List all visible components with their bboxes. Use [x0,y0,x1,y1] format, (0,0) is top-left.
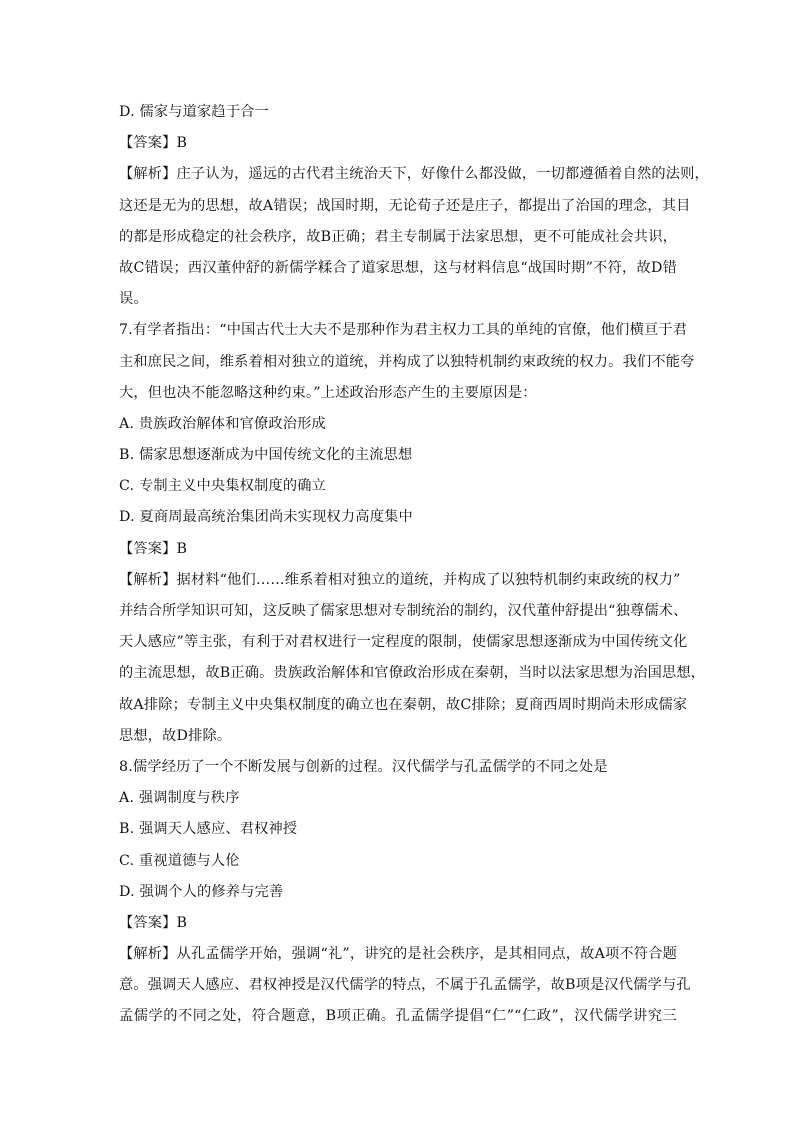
option-line: D. 儒家与道家趋于合一 [119,104,269,120]
question-7-line: 主和庶民之间，维系着相对独立的道统，并构成了以独特机制约束政统的权力。我们不能夸 [119,353,695,370]
option-line: A. 强调制度与秩序 [119,790,240,807]
analysis-line: 误。 [119,291,148,308]
analysis-line: 并结合所学知识可知，这反映了儒家思想对专制统治的制约，汉代董仲舒提出“独尊儒术、 [119,603,688,619]
analysis-line: 【解析】据材料“他们……维系着相对独立的道统，并构成了以独特机制约束政统的权力” [119,571,681,588]
analysis-line: 【解析】庄子认为，遥远的古代君主统治天下，好像什么都没做，一切都遵循着自然的法则， [119,166,709,183]
analysis-line: 的主流思想，故B正确。贵族政治解体和官僚政治形成在秦朝，当时以法家思想为治国思想， [119,665,706,682]
analysis-line: 意。强调天人感应、君权神授是汉代儒学的特点，不属于孔孟儒学，故B项是汉代儒学与孔 [119,977,691,994]
analysis-line: 这还是无为的思想，故A错误；战国时期，无论荀子还是庄子，都提出了治国的理念，其目 [119,197,691,214]
option-line: B. 儒家思想逐渐成为中国传统文化的主流思想 [119,447,413,464]
analysis-line: 【解析】从孔孟儒学开始，强调“礼”，讲究的是社会秩序，是其相同点，故A项不符合题 [119,946,677,963]
document-page [119,97,709,1033]
analysis-line: 故C错误；西汉董仲舒的新儒学糅合了道家思想，这与材料信息“战国时期”不符，故D错 [119,259,677,276]
option-line: A. 贵族政治解体和官僚政治形成 [119,415,326,432]
option-line: C. 重视道德与人伦 [119,852,240,869]
analysis-line: 故A排除；专制主义中央集权制度的确立也在秦朝，故C排除；夏商西周时期尚未形成儒家 [119,696,688,713]
analysis-line: 的都是形成稳定的社会秩序，故B正确；君主专制属于法家思想，更不可能成社会共识， [119,228,677,245]
answer-line: 【答案】B [119,914,188,931]
analysis-line: 天人感应”等主张，有利于对君权进行一定程度的限制，使儒家思想逐渐成为中国传统文化 [119,634,688,651]
option-line: B. 强调天人感应、君权神授 [119,821,298,838]
option-line: C. 专制主义中央集权制度的确立 [119,478,327,495]
question-7-line: 7.有学者指出：“中国古代士大夫不是那种作为君主权力工具的单纯的官僚，他们横亘于君 [119,322,688,339]
analysis-line: 孟儒学的不同之处，符合题意，B项正确。孔孟儒学提倡“仁”“仁政”，汉代儒学讲究三 [119,1008,677,1025]
question-7-line: 大，但也决不能忽略这种约束。”上述政治形态产生的主要原因是： [119,384,537,401]
analysis-line: 思想，故D排除。 [119,727,232,744]
answer-line: 【答案】B [119,540,188,557]
option-line: D. 强调个人的修养与完善 [119,883,284,900]
question-8-line: 8.儒学经历了一个不断发展与创新的过程。汉代儒学与孔孟儒学的不同之处是 [119,758,608,775]
option-line: D. 夏商周最高统治集团尚未实现权力高度集中 [119,509,413,526]
answer-line: 【答案】B [119,135,188,152]
